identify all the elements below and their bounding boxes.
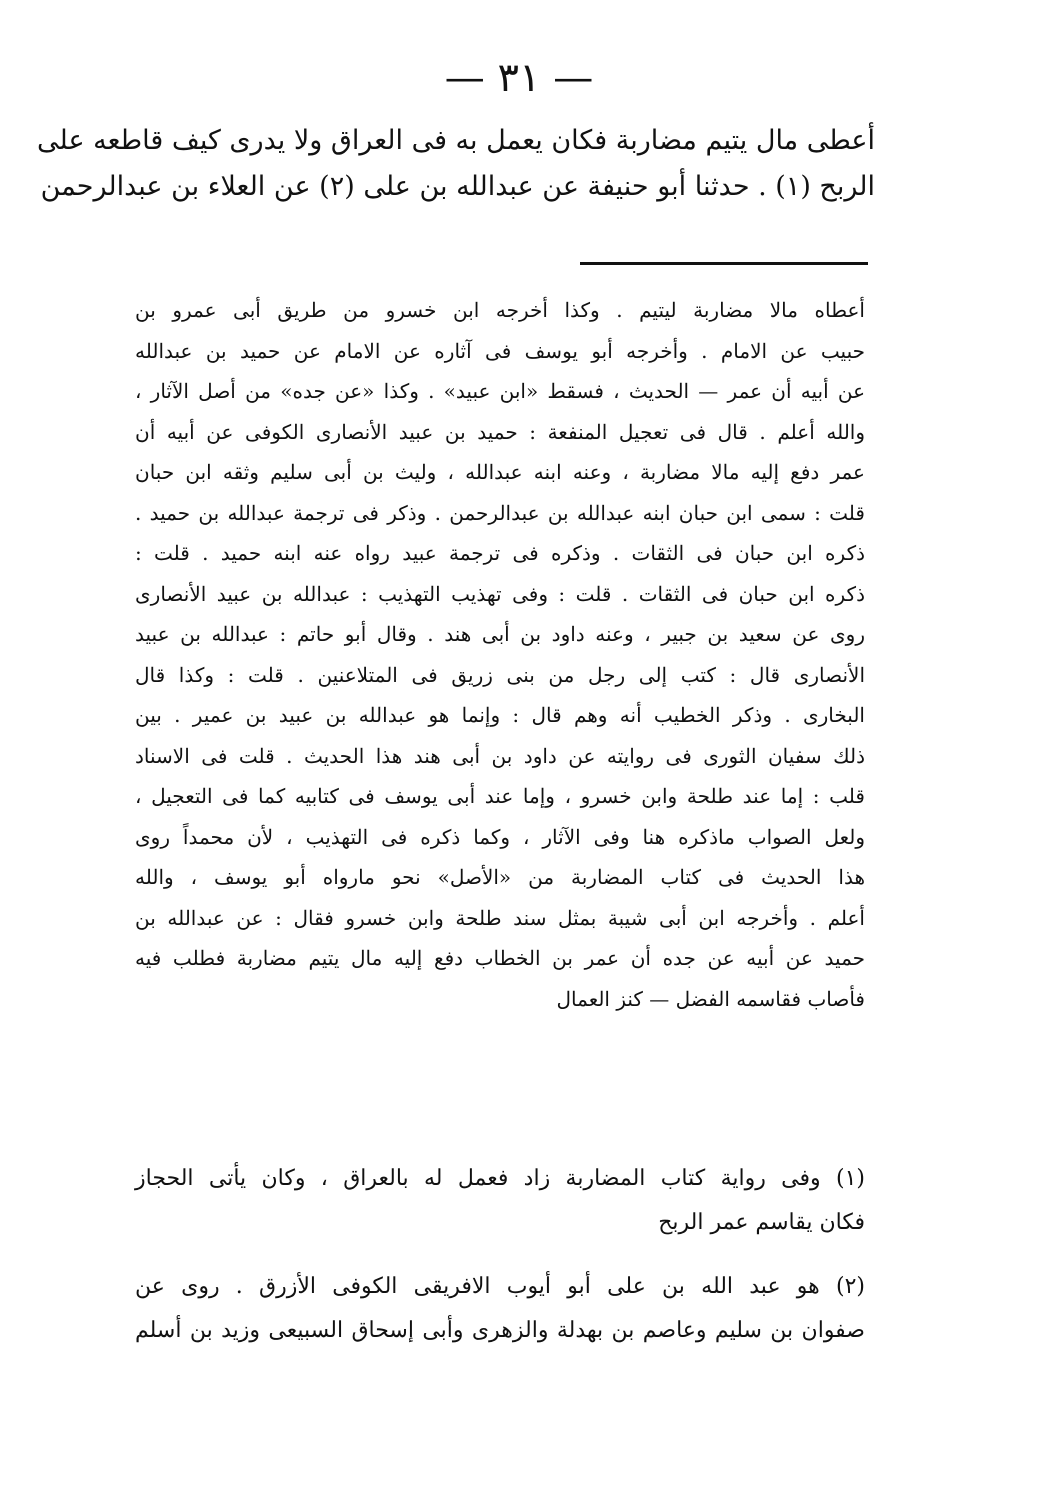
footnote-line: (٢) هو عبد الله بن على أبو أيوب الافريقى الكوفى الأزرق . روى عن: [135, 1274, 865, 1299]
commentary-line: والله أعلم . قال فى تعجيل المنفعة : حميد بن عبيد الأنصارى الكوفى عن أبيه أن: [135, 419, 865, 444]
page-number: — ٣١ —: [444, 55, 594, 101]
commentary-line: عن أبيه أن عمر — الحديث ، فسقط «ابن عبيد» . وكذا «عن جده» من أصل الآثار ،: [135, 379, 865, 403]
commentary-line: روى عن سعيد بن جبير ، وعنه داود بن أبى هند . وقال أبو حاتم : عبدالله بن عبيد: [135, 622, 865, 646]
commentary-line: حبيب عن الامام . وأخرجه أبو يوسف فى آثاره عن الامام عن حميد بن عبدالله: [135, 338, 865, 363]
commentary-line: أعطاه مالا مضاربة ليتيم . وكذا أخرجه ابن خسرو من طريق أبى عمرو بن: [135, 298, 865, 322]
main-text-block: [37, 118, 875, 210]
commentary-line: عمر دفع إليه مالا مضاربة ، وعنه ابنه عبدالله ، وليث بن أبى سليم وثقه ابن حبان: [135, 460, 865, 484]
footnote-2: [135, 1268, 865, 1356]
main-text-line: الربح (١) . حدثنا أبو حنيفة عن عبدالله بن على (٢) عن العلاء بن عبدالرحمن: [40, 171, 875, 202]
commentary-line: البخارى . وذكر الخطيب أنه وهم قال : وإنما هو عبدالله بن عبيد بن عمير . بين: [135, 703, 865, 727]
footnote-line: فكان يقاسم عمر الربح: [658, 1210, 865, 1235]
commentary-block: [135, 293, 865, 1022]
commentary-line: ولعل الصواب ماذكره هنا وفى الآثار ، وكما ذكره فى التهذيب ، لأن محمداً روى: [135, 824, 865, 849]
commentary-line: ذلك سفيان الثورى فى روايته عن داود بن أبى هند هذا الحديث . قلت فى الاسناد: [135, 743, 865, 768]
commentary-line: هذا الحديث فى كتاب المضاربة من «الأصل» نحو مارواه أبو يوسف ، والله: [135, 865, 865, 889]
footnote-line: صفوان بن سليم وعاصم بن بهدلة والزهرى وأبى إسحاق السبيعى وزيد بن أسلم: [135, 1318, 865, 1343]
commentary-line: فأصاب فقاسمه الفضل — كنز العمال: [556, 986, 865, 1011]
commentary-line: قلت : سمى ابن حبان ابنه عبدالله بن عبدالرحمن . وذكر فى ترجمة عبدالله بن حميد .: [135, 500, 865, 525]
footnote-line: (١) وفى رواية كتاب المضاربة زاد فعمل له بالعراق ، وكان يأتى الحجاز: [135, 1166, 865, 1191]
commentary-line: ذكره ابن حبان فى الثقات . قلت : وفى تهذيب التهذيب : عبدالله بن عبيد الأنصارى: [135, 581, 865, 606]
footnote-1: [135, 1160, 865, 1248]
footnote-separator: [580, 262, 868, 265]
main-text-line: أعطى مال يتيم مضاربة فكان يعمل به فى العراق ولا يدرى كيف قاطعه على: [37, 125, 875, 156]
commentary-line: حميد عن أبيه عن جده أن عمر بن الخطاب دفع إليه مال يتيم مضاربة فطلب فيه: [135, 946, 865, 970]
commentary-line: ذكره ابن حبان فى الثقات . وذكره فى ترجمة عبيد رواه عنه ابنه حميد . قلت :: [135, 541, 865, 565]
commentary-line: أعلم . وأخرجه ابن أبى شيبة بمثل سند طلحة وابن خسرو فقال : عن عبدالله بن: [135, 905, 865, 930]
commentary-line: الأنصارى قال : كتب إلى رجل من بنى زريق فى المتلاعنين . قلت : وكذا قال: [135, 662, 865, 687]
commentary-line: قلب : إما عند طلحة وابن خسرو ، وإما عند أبى يوسف فى كتابيه كما فى التعجيل ،: [135, 784, 865, 808]
